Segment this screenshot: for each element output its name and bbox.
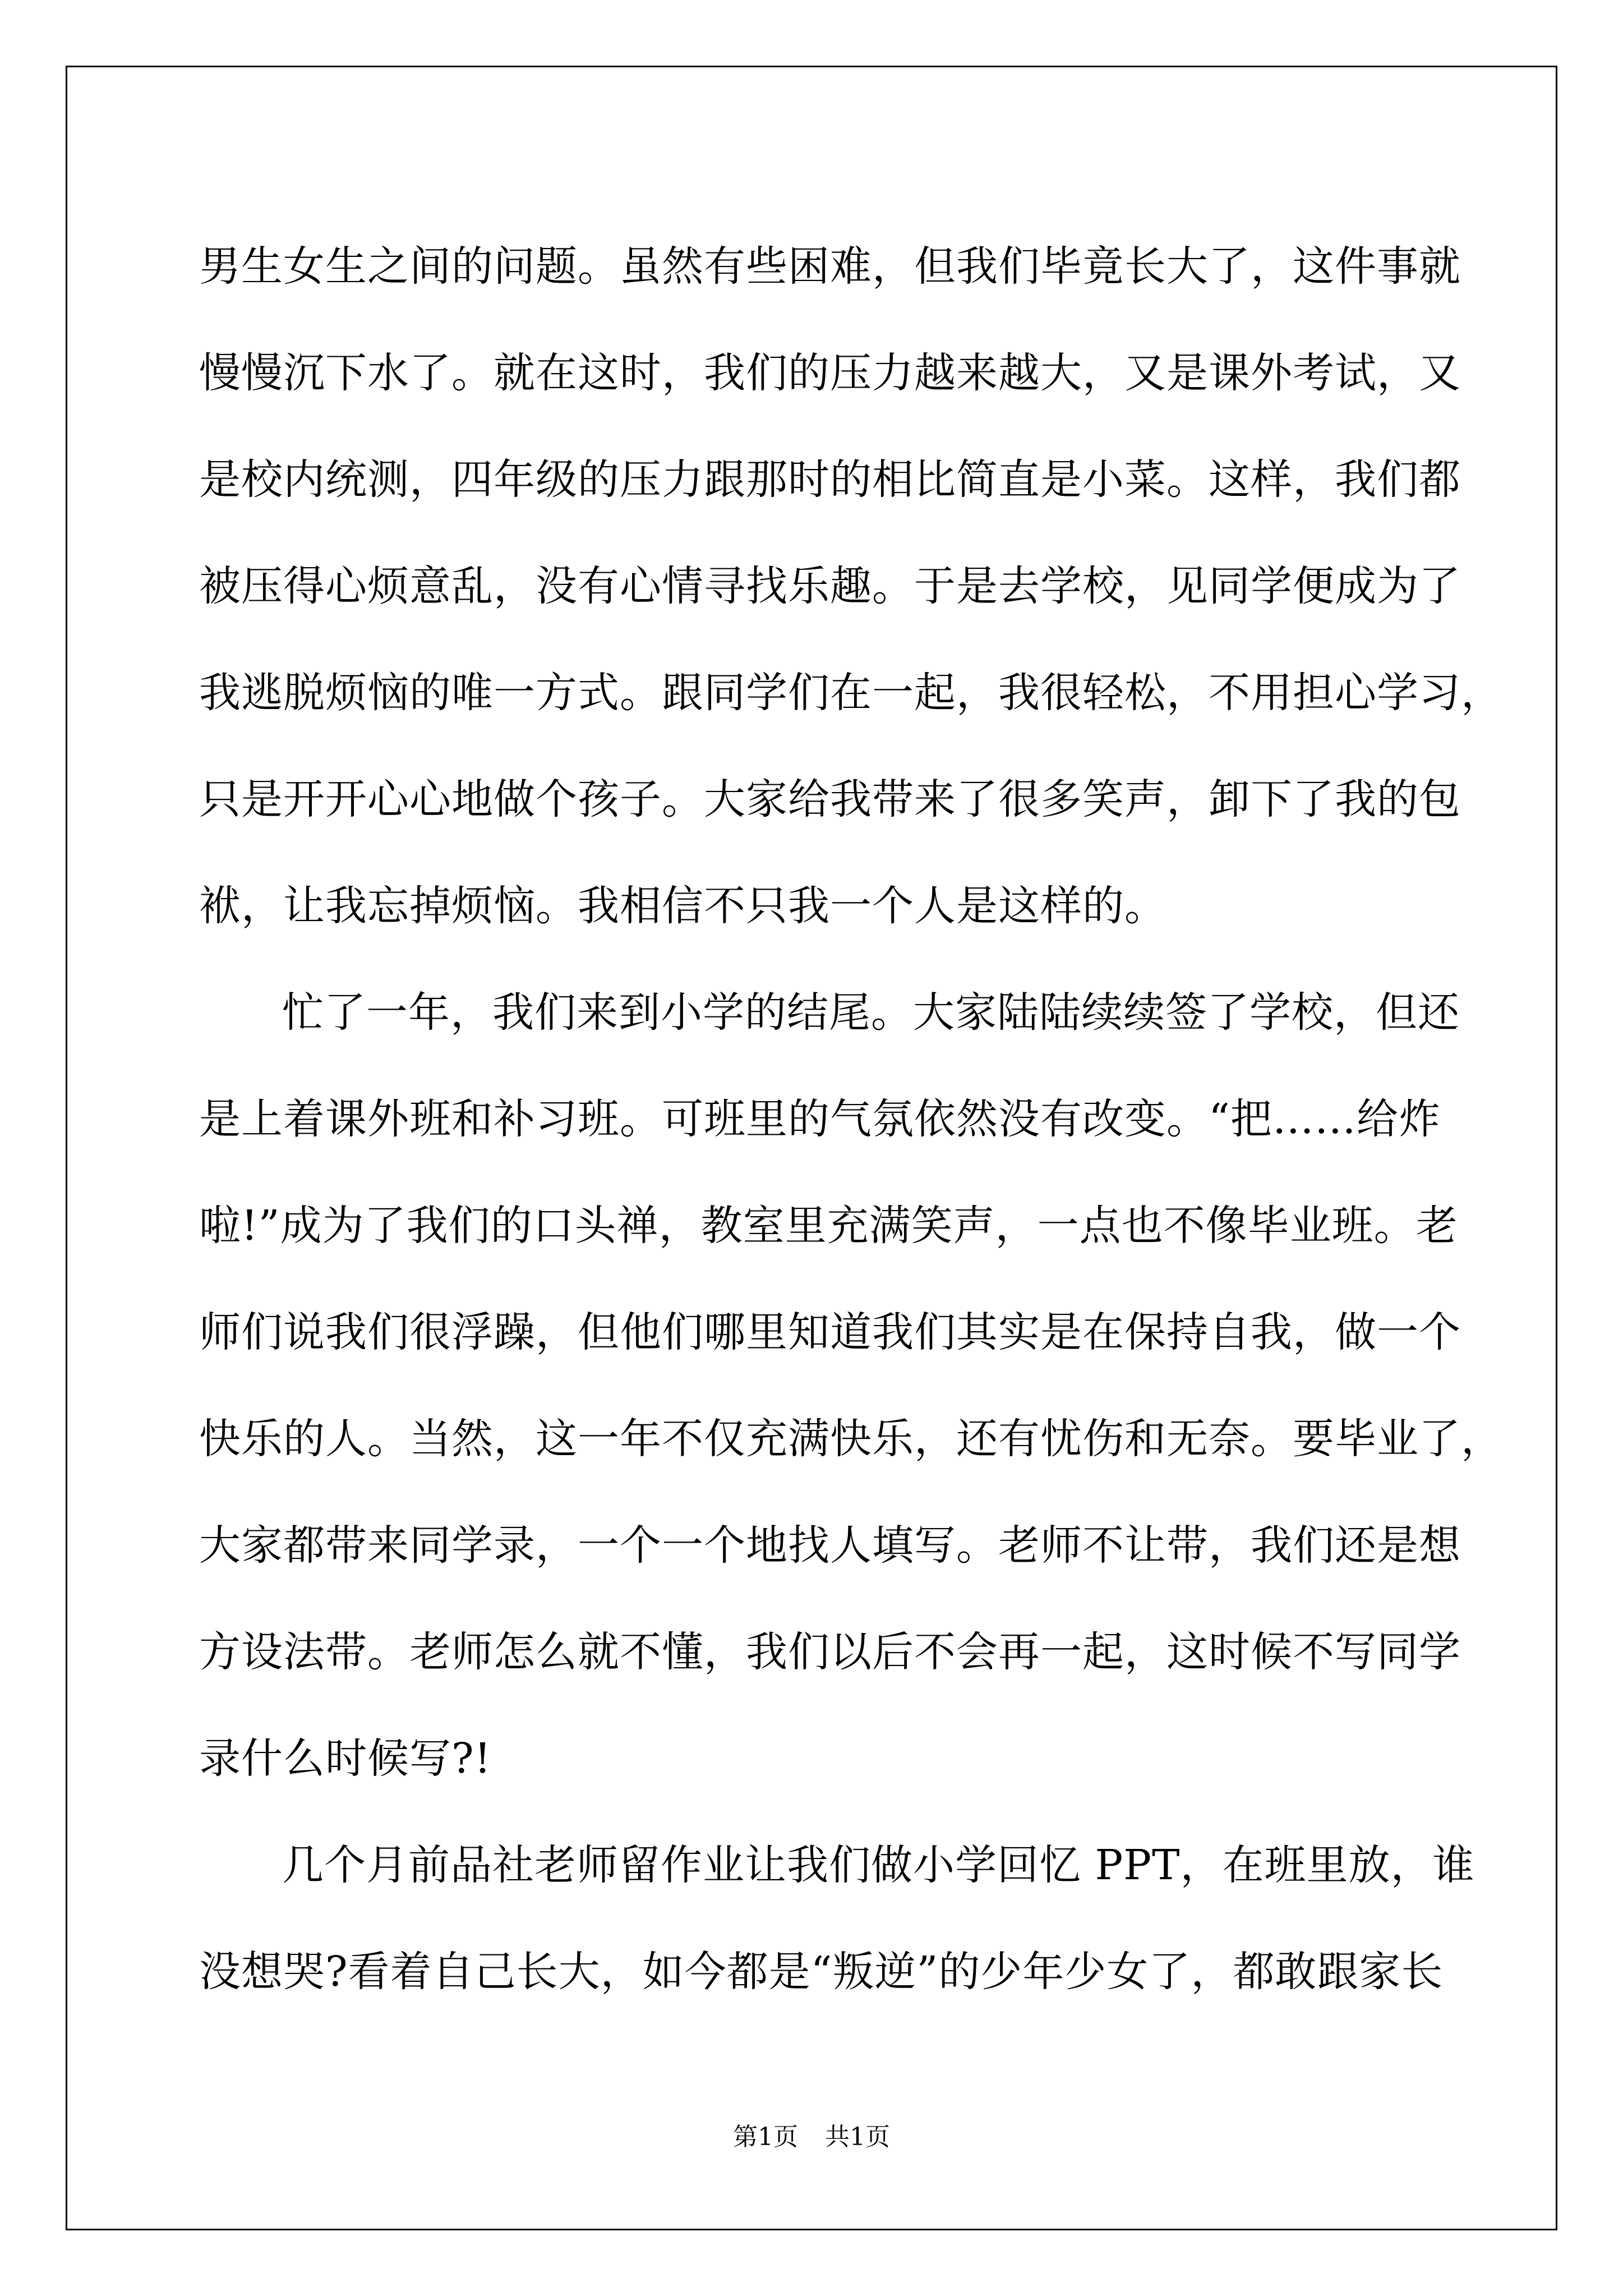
text-line: 慢慢沉下水了。就在这时，我们的压力越来越大，又是课外考试，又 bbox=[199, 349, 1461, 397]
text-line: 几个月前品社老师留作业让我们做小学回忆 PPT，在班里放，谁 bbox=[282, 1841, 1475, 1889]
text-line: 啦!”成为了我们的口头禅，教室里充满笑声，一点也不像毕业班。老 bbox=[199, 1202, 1458, 1250]
text-line: 是上着课外班和补习班。可班里的气氛依然没有改变。“把……给炸 bbox=[199, 1095, 1441, 1143]
text-line: 录什么时候写?! bbox=[199, 1734, 492, 1783]
text-line: 我逃脱烦恼的唯一方式。跟同学们在一起，我很轻松，不用担心学习， bbox=[199, 669, 1503, 717]
paragraph-1 bbox=[199, 213, 1503, 959]
page-footer bbox=[0, 2120, 1623, 2154]
page-number: 第1页 bbox=[733, 2123, 798, 2151]
paragraph-2 bbox=[199, 959, 1503, 1812]
page-total: 共1页 bbox=[825, 2123, 890, 2151]
text-line: 只是开开心心地做个孩子。大家给我带来了很多笑声，卸下了我的包 bbox=[199, 775, 1461, 823]
paragraph-3 bbox=[199, 1812, 1475, 2025]
text-line: 男生女生之间的问题。虽然有些困难，但我们毕竟长大了，这件事就 bbox=[199, 242, 1461, 291]
text-line: 师们说我们很浮躁，但他们哪里知道我们其实是在保持自我，做一个 bbox=[199, 1308, 1461, 1356]
text-line: 快乐的人。当然，这一年不仅充满快乐，还有忧伤和无奈。要毕业了， bbox=[199, 1415, 1503, 1463]
text-line: 没想哭?看着自己长大，如今都是“叛逆”的少年少女了，都敢跟家长 bbox=[199, 1948, 1444, 1996]
text-line: 袱，让我忘掉烦恼。我相信不只我一个人是这样的。 bbox=[199, 882, 1166, 930]
text-line: 是校内统测，四年级的压力跟那时的相比简直是小菜。这样，我们都 bbox=[199, 455, 1461, 504]
text-line: 方设法带。老师怎么就不懂，我们以后不会再一起，这时候不写同学 bbox=[199, 1628, 1461, 1676]
document-body bbox=[199, 213, 1503, 2025]
text-line: 忙了一年，我们来到小学的结尾。大家陆陆续续签了学校，但还 bbox=[282, 988, 1460, 1037]
text-line: 被压得心烦意乱，没有心情寻找乐趣。于是去学校，见同学便成为了 bbox=[199, 562, 1461, 610]
text-line: 大家都带来同学录，一个一个地找人填写。老师不让带，我们还是想 bbox=[199, 1521, 1461, 1570]
